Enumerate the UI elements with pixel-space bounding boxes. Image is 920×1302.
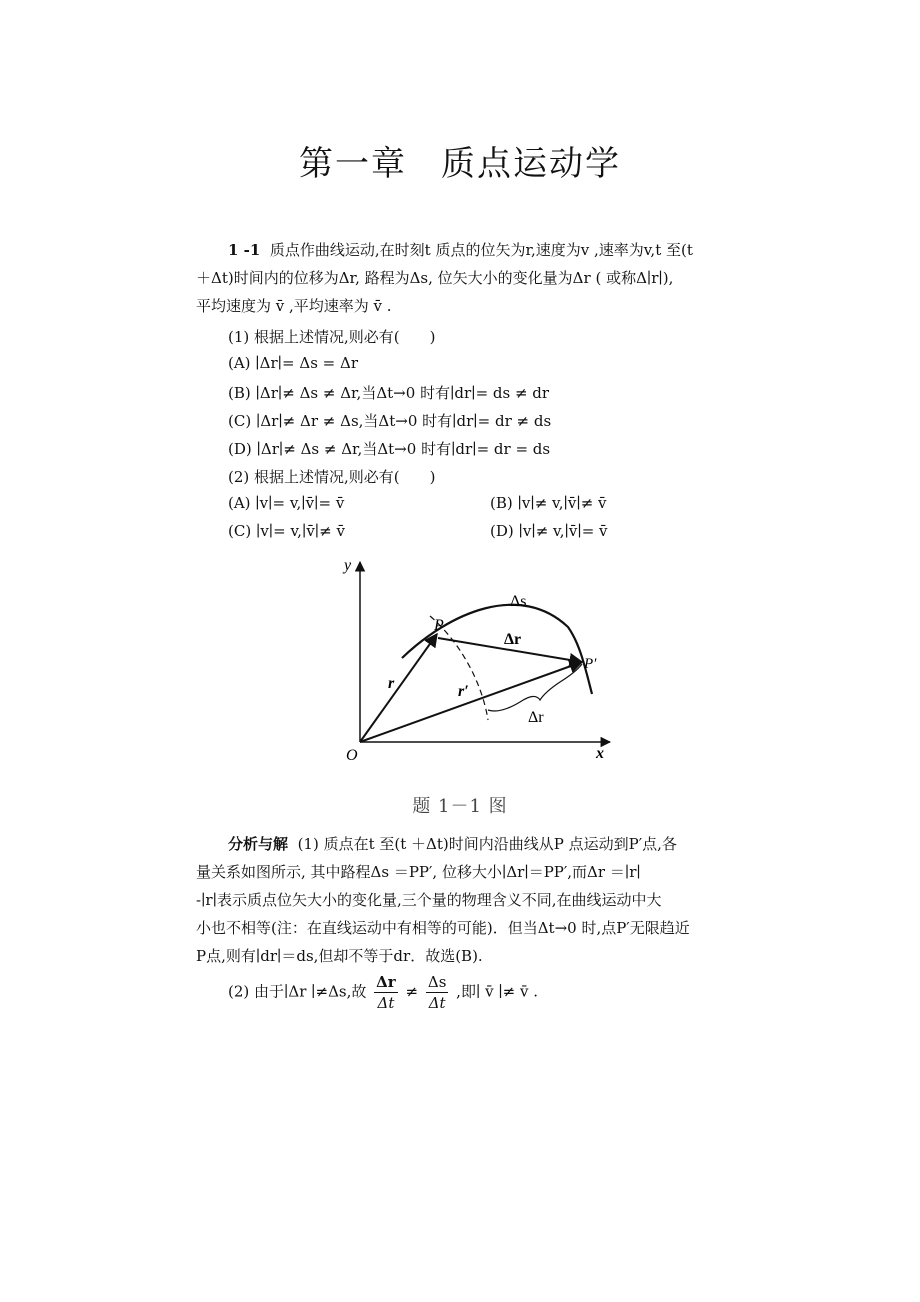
frac1-denominator: Δt (377, 994, 395, 1012)
frac2-numerator: Δs (427, 973, 447, 991)
chapter-number: 第一章 (299, 144, 407, 184)
analysis-line-2: 量关系如图所示, 其中路程Δs ＝PP′, 位移大小∣Δr∣＝PP′,而Δr ＝∣r∣ (196, 863, 641, 881)
q2-option-a: (A) ∣v∣= v,∣v̄∣= v̄ (228, 494, 345, 512)
chapter-name: 质点运动学 (441, 144, 621, 184)
problem-intro-line-2: ＋Δt)时间内的位移为Δr, 路程为Δs, 位矢大小的变化量为Δr ( 或称Δ∣r∣), (196, 269, 674, 287)
frac2-denominator: Δt (428, 994, 446, 1012)
label-delta-r: Δr (528, 709, 544, 726)
label-r-prime: r′ (458, 683, 469, 700)
q1-stem: (1) 根据上述情况,则必有( ) (228, 328, 436, 346)
delta-r-brace (488, 664, 582, 711)
problem-intro-line-1: 质点作曲线运动,在时刻t 质点的位矢为r,速度为v ,速率为v,t 至(t (269, 241, 693, 259)
problem-number: 1 -1 (228, 241, 261, 259)
frac1-numerator: Δr (376, 973, 396, 991)
label-x: x (596, 745, 604, 762)
trajectory-curve (402, 605, 592, 694)
label-r: r (388, 675, 395, 692)
q2-stem: (2) 根据上述情况,则必有( ) (228, 468, 436, 486)
q2-option-c: (C) ∣v∣= v,∣v̄∣≠ v̄ (228, 522, 345, 540)
analysis-part-2 (228, 972, 538, 1013)
q1-option-d: (D) ∣Δr∣≠ Δs ≠ Δr,当Δt→0 时有∣dr∣= dr = ds (228, 440, 551, 458)
q1-option-c: (C) ∣Δr∣≠ Δr ≠ Δs,当Δt→0 时有∣dr∣= dr ≠ ds (228, 412, 552, 430)
label-y: y (344, 557, 352, 574)
q2-option-d: (D) ∣v∣≠ v,∣v̄∣= v̄ (490, 522, 608, 540)
label-delta-s: Δs (510, 593, 527, 610)
problem-intro-line-3: 平均速度为 v̄ ,平均速率为 v̄ . (196, 297, 392, 315)
label-p-prime: P′ (584, 656, 597, 672)
kinematics-figure (330, 552, 630, 772)
figure-caption: 题 1－1 图 (412, 796, 508, 817)
analysis-line-1 (196, 830, 728, 858)
q1-option-b: (B) ∣Δr∣≠ Δs ≠ Δr,当Δt→0 时有∣dr∣= ds ≠ dr (228, 384, 550, 402)
problem-statement (196, 236, 728, 264)
label-origin: O (346, 747, 358, 764)
q2-option-b: (B) ∣v∣≠ v,∣v̄∣≠ v̄ (490, 494, 607, 512)
position-vector-r-prime (360, 662, 582, 742)
q1-option-a: (A) ∣Δr∣= Δs = Δr (228, 354, 359, 372)
fraction-delta-r-over-delta-t (374, 972, 398, 1013)
analysis-line-5: P点,则有∣dr∣＝ds,但却不等于dr．故选(B). (196, 947, 483, 965)
label-delta-r-vector: Δr (504, 631, 522, 648)
part2-suffix: ,即∣ v̄ ∣≠ v̄ . (456, 982, 539, 1001)
analysis-line-4: 小也不相等(注：在直线运动中有相等的可能)．但当Δt→0 时,点P′无限趋近 (196, 919, 690, 937)
chapter-title (0, 136, 920, 185)
analysis-text-1: (1) 质点在t 至(t ＋Δt)时间内沿曲线从P 点运动到P′点,各 (297, 835, 677, 853)
fraction-delta-s-over-delta-t (426, 972, 449, 1013)
analysis-line-3: -∣r∣表示质点位矢大小的变化量,三个量的物理含义不同,在曲线运动中大 (196, 891, 662, 909)
position-vector-r (360, 634, 437, 742)
part2-prefix: (2) 由于∣Δr ∣≠Δs,故 (228, 982, 367, 1001)
analysis-heading: 分析与解 (228, 835, 289, 853)
not-equal-sign: ≠ (405, 982, 419, 1001)
label-p: P (434, 617, 444, 634)
